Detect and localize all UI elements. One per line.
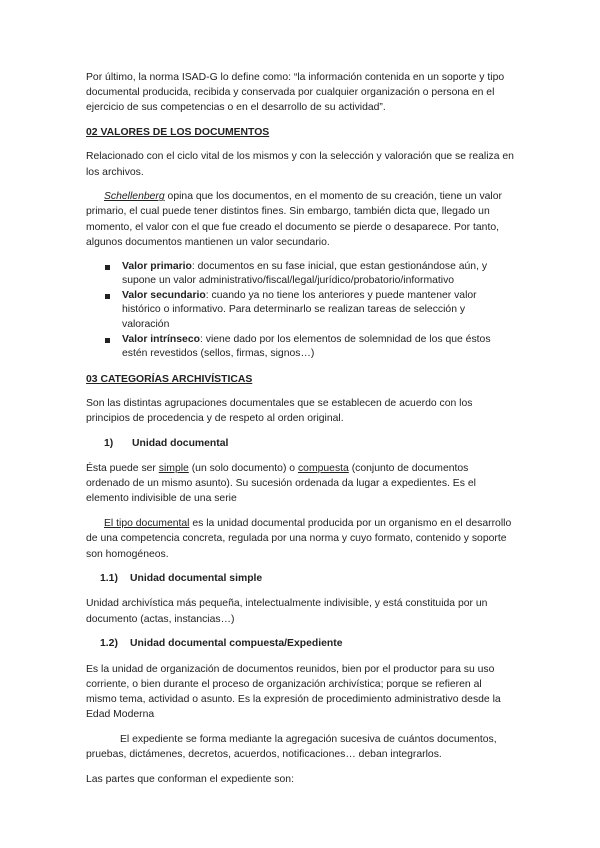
intro-paragraph: Por último, la norma ISAD-G lo define como: “la información contenida en un soporte y tipo documental producida, recibida y conservada por cualquier organización o persona en el ejercicio de sus competencias o en el desarrollo de su actividad”. [86,72,505,114]
paragraph-text: es la unidad documental producida por un organismo en el desarrollo de una competencia concreta, regulada por una norma y cuyo formato, contenido y soporte son homogéneos. [86,518,512,560]
section-03-paragraph-1: Son las distintas agrupaciones documentales que se establecen de acuerdo con los principios de procedencia y de respeto al orden original. [86,397,473,425]
subsection-1-1-paragraph: Unidad archivística más pequeña, intelectualmente indivisible, y está constituida por un documento (actas, instancias…) [86,598,488,625]
list-item-text: : documentos en su fase inicial, que estan gestionándose aún, y supone un valor administrativo/fiscal/legal/jurídico/probatorio/informativo [122,260,488,287]
term-tipo-documental: El tipo documental [104,518,190,530]
subsection-1-2-paragraph-3: Las partes que conforman el expediente son: [86,773,294,785]
paragraph-text: Ésta puede ser [86,463,159,474]
paragraph-text: opina que los documentos, en el momento de su creación, tiene un valor primario, el cual puede tener distintos fines. Sin embargo, también dicta que, llegado un momento, el valor con el que fue creado el documento se pierde o desaparece. Por tanto, algunos documentos mantienen un valor secundario. [86,191,502,248]
bullet-icon [105,294,110,299]
list-item-text: : cuando ya no tiene los anteriores y puede mantener valor histórico o informativo. Para determinarlo se realizan tareas de selección y valoración [122,289,477,330]
author-name: Schellenberg [104,191,165,203]
list-item [122,260,514,289]
paragraph-text: (conjunto de documentos ordenado de un mismo asunto). Su sucesión ordenada da lugar a expedientes. Es el elemento indivisible de una serie [86,463,476,505]
subsection-1-paragraph-1 [86,461,514,507]
subsection-number: 1) [104,437,114,449]
subsection-1-paragraph-2 [86,516,514,562]
bullet-icon [105,338,110,343]
paragraph-text: (un solo documento) o [188,463,298,474]
list-item-term: Valor secundario [122,289,206,301]
list-item-term: Valor primario [122,260,192,272]
bullet-icon [105,265,110,270]
term-simple: simple [158,463,189,474]
list-item-text: : viene dado por los elementos de solemnidad de los que éstos estén revestidos (sellos, firmas, signos…) [122,333,491,360]
subsection-title: Unidad documental [132,437,229,449]
subsection-number: 1.2) [100,638,118,650]
values-list [86,260,514,362]
subsection-1-1-heading [86,571,514,586]
subsection-title: Unidad documental compuesta/Expediente [130,638,343,650]
term-compuesta: compuesta [297,463,349,474]
subsection-number: 1.1) [100,573,118,585]
subsection-1-2-paragraph-1: Es la unidad de organización de documentos reunidos, bien por el productor para su uso corriente, o bien durante el proceso de organización archivística; porque se refieren al mismo tema, actividad o asunto. Es la expresión de procedimiento administrativo desde la Edad Moderna [86,663,501,721]
subsection-1-heading [86,436,514,451]
subsection-1-2-heading [86,636,514,651]
list-item [122,333,514,362]
list-item [122,289,514,333]
section-02-paragraph-1: Relacionado con el ciclo vital de los mismos y con la selección y valoración que se realiza en los archivos. [86,151,514,178]
subsection-1-2-paragraph-2: El expediente se forma mediante la agregación sucesiva de cuántos documentos, pruebas, dictámenes, decretos, acuerdos, notificaciones… deban integrarlos. [86,733,497,761]
list-item-term: Valor intrínseco [122,333,200,345]
subsection-title: Unidad documental simple [130,573,263,585]
section-02-paragraph-2 [86,189,514,250]
section-02-heading: 02 VALORES DE LOS DOCUMENTOS [86,127,270,139]
section-03-heading: 03 CATEGORÍAS ARCHIVÍSTICAS [86,373,253,385]
